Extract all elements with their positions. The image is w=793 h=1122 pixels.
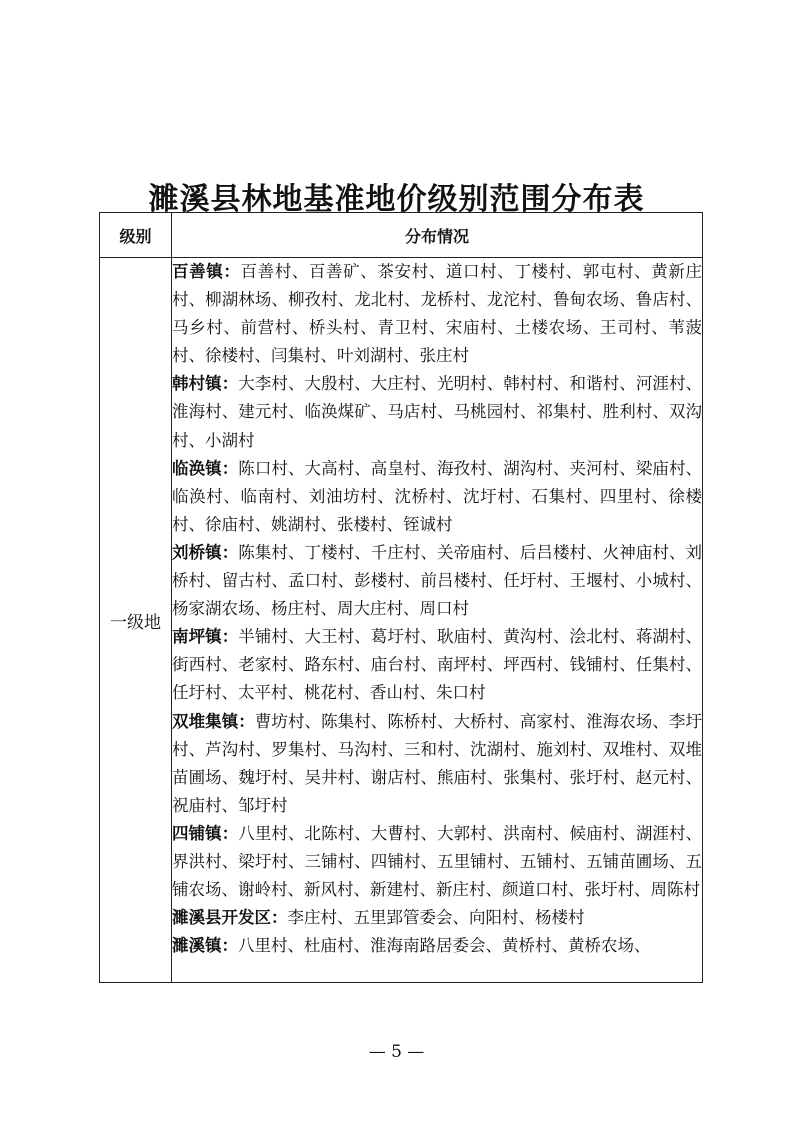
village-list: 大李村、大殷村、大庄村、光明村、韩村村、和谐村、河涯村、淮海村、建元村、临涣煤矿、马店村、马桃园村、祁集村、胜利村、双沟村、小湖村 [172, 374, 703, 450]
village-list: 李庄村、五里郢管委会、向阳村、杨楼村 [287, 908, 585, 928]
header-level: 级别 [100, 213, 172, 258]
town-entry [172, 932, 702, 960]
town-entry [172, 258, 702, 370]
level-cell: 一级地 [100, 258, 172, 983]
distribution-table [99, 212, 703, 983]
village-list: 百善村、百善矿、茶安村、道口村、丁楼村、郭屯村、黄新庄村、柳湖林场、柳孜村、龙北村、龙桥村、龙沱村、鲁甸农场、鲁店村、马乡村、前营村、桥头村、青卫村、宋庙村、土楼农场、王司村、苇菠村、徐楼村、闫集村、叶刘湖村、张庄村 [172, 262, 703, 366]
town-name: 南坪镇： [172, 627, 239, 647]
town-entry [172, 370, 702, 454]
town-name: 双堆集镇： [172, 711, 255, 731]
town-entry [172, 820, 702, 904]
distribution-cell [172, 258, 703, 983]
table-header-row [100, 213, 703, 258]
town-name: 濉溪县开发区： [172, 908, 288, 928]
town-name: 百善镇： [172, 262, 241, 281]
table-row [100, 258, 703, 983]
town-name: 临涣镇： [172, 458, 239, 478]
header-distribution: 分布情况 [172, 213, 703, 258]
town-name: 刘桥镇： [172, 542, 239, 562]
village-list: 半铺村、大王村、葛圩村、耿庙村、黄沟村、浍北村、蒋湖村、街西村、老家村、路东村、庙台村、南坪村、坪西村、钱铺村、任集村、任圩村、太平村、桃花村、香山村、朱口村 [172, 627, 703, 703]
village-list: 八里村、北陈村、大曹村、大郭村、洪南村、候庙村、湖涯村、界洪村、梁圩村、三铺村、四铺村、五里铺村、五铺村、五铺苗圃场、五铺农场、谢岭村、新风村、新建村、新庄村、颜道口村、张圩村、周陈村 [172, 823, 703, 900]
town-entry [172, 455, 702, 539]
town-name: 韩村镇： [172, 374, 239, 394]
town-name: 四铺镇： [172, 823, 239, 843]
town-name: 濉溪镇： [172, 936, 238, 956]
page-number: — 5 — [368, 1042, 425, 1062]
town-entry [172, 904, 702, 932]
village-list: 八里村、杜庙村、淮海南路居委会、黄桥村、黄桥农场、 [238, 936, 651, 956]
town-entry [172, 623, 702, 707]
page-title: 濉溪县林地基准地价级别范围分布表 [148, 182, 645, 217]
town-entry [172, 708, 702, 820]
village-list: 陈集村、丁楼村、千庄村、关帝庙村、后吕楼村、火神庙村、刘桥村、留古村、孟口村、彭楼村、前吕楼村、任圩村、王堰村、小城村、杨家湖农场、杨庄村、周大庄村、周口村 [172, 542, 703, 619]
village-list: 曹坊村、陈集村、陈桥村、大桥村、高家村、淮海农场、李圩村、芦沟村、罗集村、马沟村、三和村、沈湖村、施刘村、双堆村、双堆苗圃场、魏圩村、吴井村、谢店村、熊庙村、张集村、张圩村、赵元村、祝庙村、邹圩村 [172, 711, 703, 815]
town-entry [172, 539, 702, 623]
village-list: 陈口村、大高村、高皇村、海孜村、湖沟村、夹河村、梁庙村、临涣村、临南村、刘油坊村、沈桥村、沈圩村、石集村、四里村、徐楼村、徐庙村、姚湖村、张楼村、铚诚村 [172, 458, 703, 534]
